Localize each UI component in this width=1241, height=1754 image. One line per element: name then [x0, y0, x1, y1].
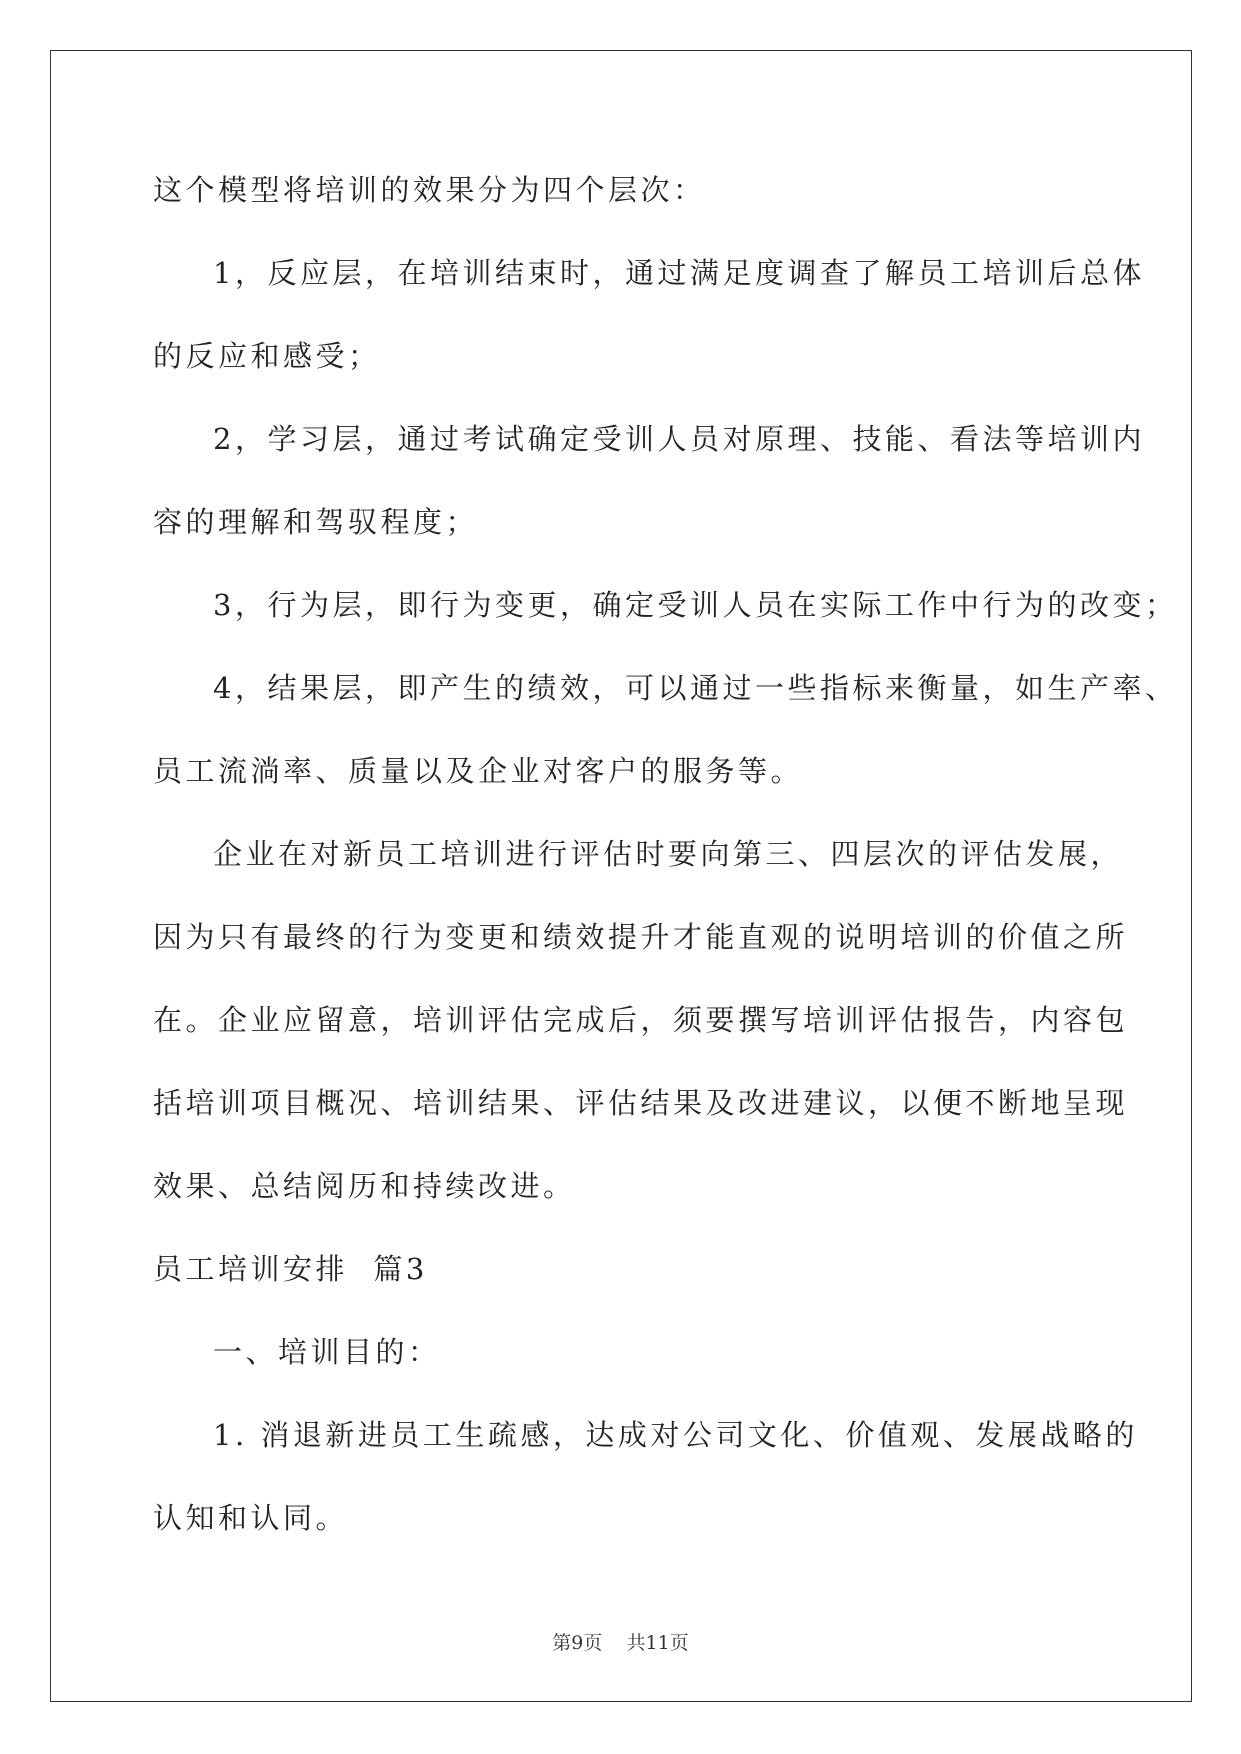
paragraph-line: 在。企业应留意，培训评估完成后，须要撰写培训评估报告，内容包	[153, 1003, 1129, 1037]
paragraph-line: 括培训项目概况、培训结果、评估结果及改进建议，以便不断地呈现	[153, 1086, 1129, 1120]
paragraph-line: 容的理解和驾驭程度；	[153, 505, 479, 539]
paragraph-line: 3，行为层，即行为变更，确定受训人员在实际工作中行为的改变；	[213, 588, 1178, 622]
paragraph-line: 一、培训目的：	[213, 1335, 441, 1369]
section-heading: 员工培训安排 篇3	[153, 1252, 428, 1286]
paragraph-line: 4，结果层，即产生的绩效，可以通过一些指标来衡量，如生产率、	[213, 671, 1178, 705]
paragraph-line: 员工流淌率、质量以及企业对客户的服务等。	[153, 754, 804, 788]
page-number-footer: 第9页 共11页	[552, 1632, 689, 1654]
paragraph-line: 1，反应层，在培训结束时，通过满足度调查了解员工培训后总体	[213, 256, 1145, 290]
paragraph-line: 的反应和感受；	[153, 339, 381, 373]
paragraph-line: 1. 消退新进员工生疏感，达成对公司文化、价值观、发展战略的	[213, 1418, 1138, 1452]
paragraph-line: 这个模型将培训的效果分为四个层次：	[153, 173, 706, 207]
paragraph-line: 2，学习层，通过考试确定受训人员对原理、技能、看法等培训内	[213, 422, 1145, 456]
paragraph-line: 认知和认同。	[153, 1501, 349, 1535]
paragraph-line: 因为只有最终的行为变更和绩效提升才能直观的说明培训的价值之所	[153, 920, 1129, 954]
paragraph-line: 效果、总结阅历和持续改进。	[153, 1169, 576, 1203]
paragraph-line: 企业在对新员工培训进行评估时要向第三、四层次的评估发展，	[213, 837, 1124, 871]
